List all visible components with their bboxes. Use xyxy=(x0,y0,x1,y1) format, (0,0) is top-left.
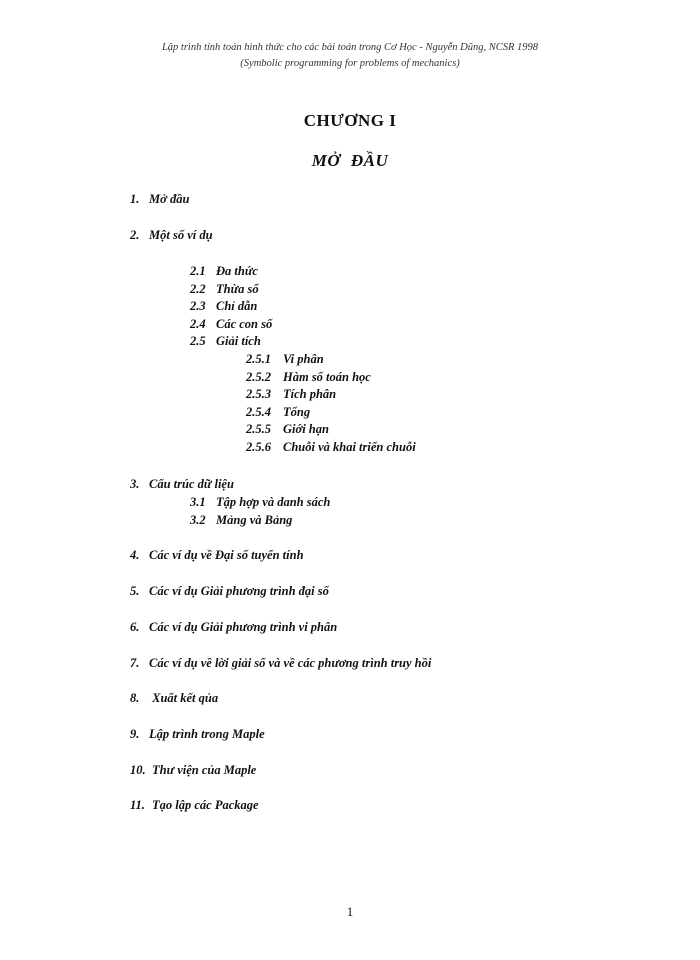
toc-entry-10 xyxy=(130,763,256,778)
toc-entry-3 xyxy=(130,477,234,492)
toc-number: 5. xyxy=(130,584,140,598)
toc-entry-2-5 xyxy=(190,334,261,349)
toc-title: Mảng và Bảng xyxy=(216,513,293,527)
toc-number: 2. xyxy=(130,228,140,242)
toc-number: 7. xyxy=(130,656,140,670)
toc-title: Thư viện của Maple xyxy=(152,763,257,777)
toc-title: Một số ví dụ xyxy=(149,228,213,242)
toc-number: 10. xyxy=(130,763,146,777)
toc-number: 2.5.2 xyxy=(246,370,271,384)
toc-entry-2-5-3 xyxy=(246,387,336,402)
toc-entry-11 xyxy=(130,798,259,813)
toc-title: Hàm số toán học xyxy=(283,370,371,384)
toc-title: Lập trình trong Maple xyxy=(149,727,265,741)
toc-title: Giới hạn xyxy=(283,422,329,436)
toc-title: Các con số xyxy=(216,317,273,331)
toc-entry-5 xyxy=(130,584,329,599)
toc-entry-2-5-5 xyxy=(246,422,329,437)
toc-entry-1 xyxy=(130,192,189,207)
toc-title: Tập hợp và danh sách xyxy=(216,495,331,509)
toc-entry-2 xyxy=(130,228,213,243)
toc-title: Chỉ dẫn xyxy=(216,299,258,313)
toc-number: 4. xyxy=(130,548,140,562)
toc-title: Vi phân xyxy=(283,352,324,366)
toc-number: 2.5.5 xyxy=(246,422,271,436)
toc-number: 2.3 xyxy=(190,299,206,313)
page-number: 1 xyxy=(346,904,354,919)
toc-title: Các ví dụ Giải phương trình vi phân xyxy=(149,620,338,634)
toc-number: 2.5.3 xyxy=(246,387,271,401)
toc-entry-2-2 xyxy=(190,282,259,297)
chapter-title: CHƯƠNG I xyxy=(303,111,397,130)
toc-title: Thừa số xyxy=(216,282,259,296)
toc-number: 2.4 xyxy=(190,317,206,331)
toc-entry-8 xyxy=(130,691,218,706)
toc-number: 8. xyxy=(130,691,140,705)
toc-number: 2.5.4 xyxy=(246,405,271,419)
toc-entry-2-5-2 xyxy=(246,370,371,385)
running-header-title: Lập trình tính toán hình thức cho các bài toán trong Cơ Học - Nguyễn Dũng, NCSR 1998 xyxy=(161,42,539,53)
toc-entry-2-4 xyxy=(190,317,272,332)
toc-entry-6 xyxy=(130,620,337,635)
toc-number: 3.1 xyxy=(190,495,206,509)
toc-title: Tích phân xyxy=(283,387,337,401)
toc-title: Đa thức xyxy=(216,264,258,278)
chapter-subtitle: MỞ ĐẦU xyxy=(311,151,389,170)
toc-number: 2.1 xyxy=(190,264,206,278)
toc-entry-2-3 xyxy=(190,299,257,314)
toc-title: Các ví dụ về lời giải số và về các phương trình truy hồi xyxy=(149,656,432,670)
toc-number: 1. xyxy=(130,192,140,206)
toc-number: 9. xyxy=(130,727,140,741)
running-header-subtitle: (Symbolic programming for problems of mechanics) xyxy=(240,58,460,69)
toc-number: 3. xyxy=(130,477,140,491)
toc-title: Chuỗi và khai triển chuỗi xyxy=(283,440,416,454)
toc-title: Mở đầu xyxy=(149,192,190,206)
toc-entry-2-1 xyxy=(190,264,258,279)
toc-number: 2.5.1 xyxy=(246,352,271,366)
toc-entry-4 xyxy=(130,548,304,563)
toc-title: Xuất kết qủa xyxy=(149,691,219,705)
toc-title: Tạo lập các Package xyxy=(152,798,259,812)
toc-entry-3-1 xyxy=(190,495,330,510)
toc-number: 2.2 xyxy=(190,282,206,296)
toc-number: 2.5 xyxy=(190,334,206,348)
toc-number: 6. xyxy=(130,620,140,634)
toc-entry-2-5-4 xyxy=(246,405,310,420)
toc-entry-2-5-1 xyxy=(246,352,324,367)
toc-entry-7 xyxy=(130,656,431,671)
toc-number: 3.2 xyxy=(190,513,206,527)
toc-title: Cấu trúc dữ liệu xyxy=(149,477,234,491)
toc-entry-2-5-6 xyxy=(246,440,416,455)
toc-title: Các ví dụ về Đại số tuyến tính xyxy=(149,548,304,562)
toc-title: Các ví dụ Giải phương trình đại số xyxy=(149,584,329,598)
toc-number: 2.5.6 xyxy=(246,440,271,454)
toc-title: Tổng xyxy=(283,405,311,419)
toc-title: Giải tích xyxy=(216,334,261,348)
toc-entry-3-2 xyxy=(190,513,292,528)
toc-entry-9 xyxy=(130,727,265,742)
toc-number: 11. xyxy=(130,798,145,812)
